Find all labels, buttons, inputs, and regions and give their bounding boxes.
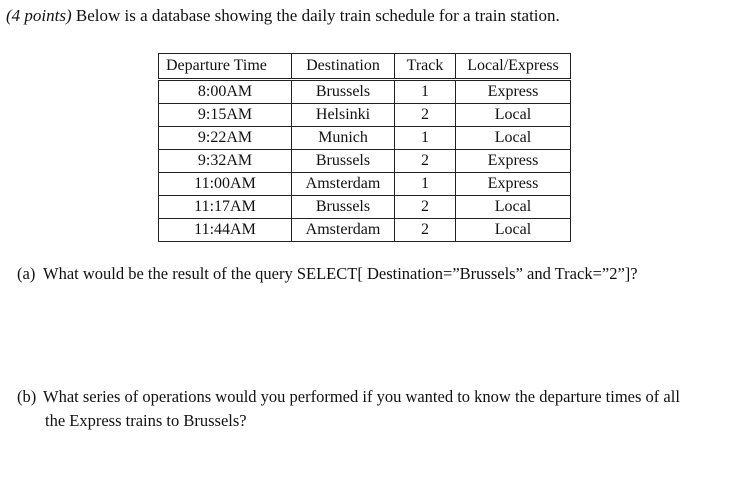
cell-destination: Brussels	[292, 196, 395, 219]
table-row	[159, 219, 571, 242]
cell-track: 1	[395, 127, 456, 150]
points-label: (4 points)	[6, 6, 72, 25]
header-local-express: Local/Express	[456, 54, 571, 80]
cell-destination: Helsinki	[292, 104, 395, 127]
cell-departure-time: 8:00AM	[159, 80, 292, 104]
table-row	[159, 196, 571, 219]
table-row	[159, 104, 571, 127]
header-track: Track	[395, 54, 456, 80]
cell-destination: Brussels	[292, 80, 395, 104]
table-row	[159, 173, 571, 196]
cell-local-express: Local	[456, 196, 571, 219]
question-a	[17, 262, 638, 286]
table-row	[159, 80, 571, 104]
cell-local-express: Local	[456, 127, 571, 150]
cell-local-express: Express	[456, 80, 571, 104]
question-b	[17, 385, 745, 433]
cell-departure-time: 11:17AM	[159, 196, 292, 219]
cell-track: 2	[395, 219, 456, 242]
schedule-table	[158, 53, 571, 242]
cell-track: 2	[395, 104, 456, 127]
cell-track: 1	[395, 80, 456, 104]
cell-track: 1	[395, 173, 456, 196]
question-b-text-line-1: What series of operations would you performed if you wanted to know the departure times of all	[43, 387, 680, 406]
question-b-text-line-2: the Express trains to Brussels?	[45, 411, 247, 430]
table-header-row	[159, 54, 571, 80]
cell-departure-time: 9:32AM	[159, 150, 292, 173]
cell-departure-time: 11:00AM	[159, 173, 292, 196]
cell-destination: Amsterdam	[292, 219, 395, 242]
problem-intro	[6, 6, 560, 26]
intro-text: Below is a database showing the daily train schedule for a train station.	[71, 6, 560, 25]
question-a-label: (a)	[17, 264, 36, 283]
cell-departure-time: 11:44AM	[159, 219, 292, 242]
question-b-line-1	[17, 385, 745, 409]
cell-departure-time: 9:22AM	[159, 127, 292, 150]
cell-local-express: Local	[456, 104, 571, 127]
cell-local-express: Express	[456, 173, 571, 196]
cell-destination: Munich	[292, 127, 395, 150]
cell-departure-time: 9:15AM	[159, 104, 292, 127]
cell-local-express: Express	[456, 150, 571, 173]
cell-track: 2	[395, 196, 456, 219]
header-destination: Destination	[292, 54, 395, 80]
question-b-label: (b)	[17, 387, 37, 406]
cell-track: 2	[395, 150, 456, 173]
table-row	[159, 150, 571, 173]
schedule-table-container	[158, 53, 571, 242]
table-row	[159, 127, 571, 150]
cell-destination: Amsterdam	[292, 173, 395, 196]
cell-local-express: Local	[456, 219, 571, 242]
question-a-text: What would be the result of the query SELECT[ Destination=”Brussels” and Track=”2”]?	[43, 264, 638, 283]
header-departure-time: Departure Time	[159, 54, 292, 80]
cell-destination: Brussels	[292, 150, 395, 173]
